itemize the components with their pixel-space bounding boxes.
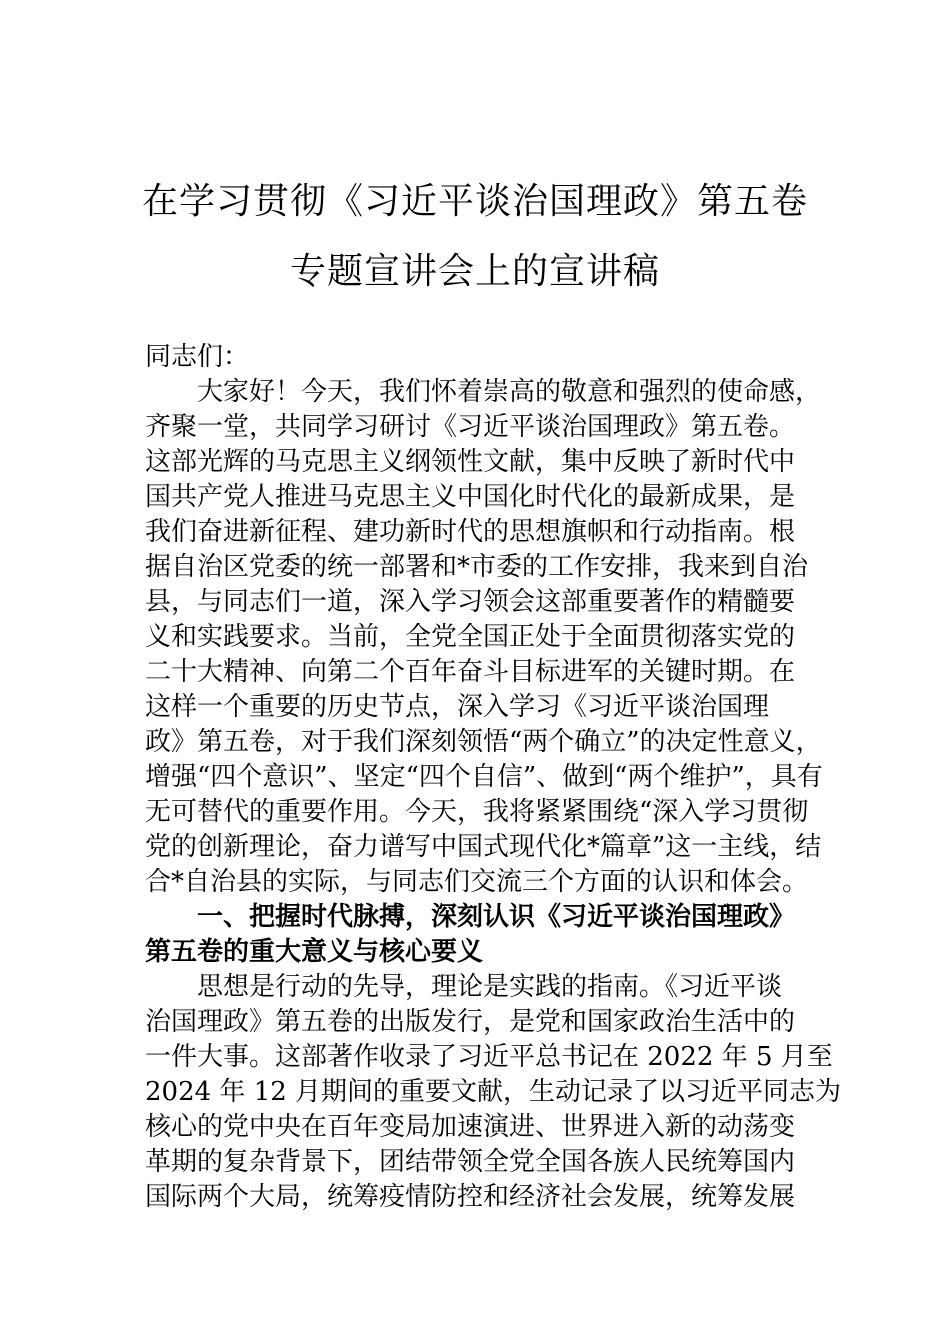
intro-line: 大家好！今天，我们怀着崇高的敬意和强烈的使命感，	[145, 377, 822, 407]
intro-line: 这样一个重要的历史节点，深入学习《习近平谈治国理	[145, 692, 770, 722]
section-line: 核心的党中央在百年变局加速演进、世界进入新的动荡变	[145, 1112, 796, 1142]
intro-line: 政》第五卷，对于我们深刻领悟“两个确立”的决定性意义，	[145, 727, 822, 757]
section-line: 革期的复杂背景下，团结带领全党全国各族人民统筹国内	[145, 1147, 796, 1177]
intro-line: 县，与同志们一道，深入学习领会这部重要著作的精髓要	[145, 587, 796, 617]
section-line: 一件大事。这部著作收录了习近平总书记在 2022 年 5 月至	[145, 1042, 833, 1072]
section-line: 2024 年 12 月期间的重要文献，生动记录了以习近平同志为	[145, 1077, 842, 1107]
intro-line: 国共产党人推进马克思主义中国化时代化的最新成果，是	[145, 482, 796, 512]
intro-line: 齐聚一堂，共同学习研讨《习近平谈治国理政》第五卷。	[145, 412, 796, 442]
intro-line: 据自治区党委的统一部署和*市委的工作安排，我来到自治	[145, 552, 809, 582]
section-line: 国际两个大局，统筹疫情防控和经济社会发展，统筹发展	[145, 1182, 796, 1212]
document-title-line-1: 在学习贯彻《习近平谈治国理政》第五卷	[141, 181, 808, 222]
intro-line: 党的创新理论，奋力谱写中国式现代化*篇章”这一主线，结	[145, 832, 822, 862]
intro-line: 合*自治县的实际，与同志们交流三个方面的认识和体会。	[145, 867, 809, 897]
intro-line: 这部光辉的马克思主义纲领性文献，集中反映了新时代中	[145, 447, 796, 477]
intro-line: 无可替代的重要作用。今天，我将紧紧围绕“深入学习贯彻	[145, 797, 809, 827]
section-heading-line-2: 第五卷的重大意义与核心要义	[145, 937, 484, 967]
intro-line: 增强“四个意识”、坚定“四个自信”、做到“两个维护”，具有	[145, 762, 823, 792]
intro-line: 二十大精神、向第二个百年奋斗目标进军的关键时期。在	[145, 657, 796, 687]
section-line: 治国理政》第五卷的出版发行，是党和国家政治生活中的	[145, 1007, 796, 1037]
section-heading-line-1: 一、把握时代脉搏，深刻认识《习近平谈治国理政》	[145, 902, 796, 932]
salutation: 同志们：	[145, 342, 250, 372]
document-title-line-2: 专题宣讲会上的宣讲稿	[289, 251, 660, 292]
intro-line: 我们奋进新征程、建功新时代的思想旗帜和行动指南。根	[145, 517, 796, 547]
section-line: 思想是行动的先导，理论是实践的指南。《习近平谈	[145, 972, 783, 1002]
intro-line: 义和实践要求。当前，全党全国正处于全面贯彻落实党的	[145, 622, 796, 652]
